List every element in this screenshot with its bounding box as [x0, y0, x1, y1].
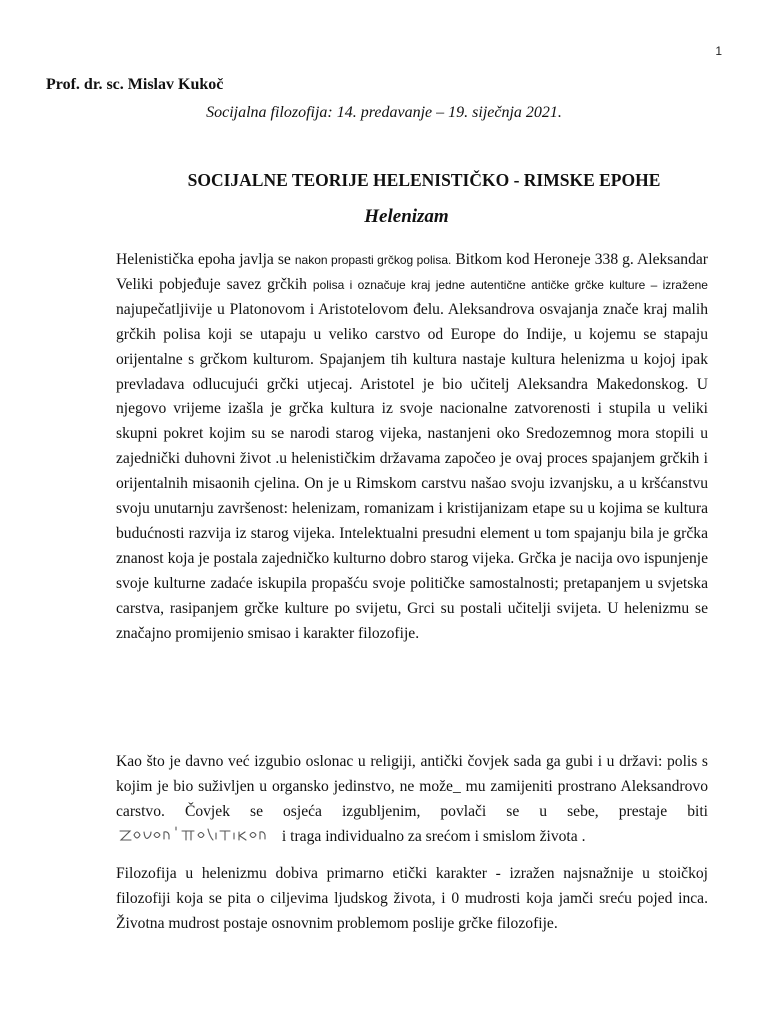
paragraph-1-text-a: Helenistička epoha javlja se: [116, 251, 295, 268]
author-name: Prof. dr. sc. Mislav Kukoč: [46, 76, 224, 93]
paragraph-2: [116, 750, 708, 850]
paragraph-1: [116, 248, 708, 647]
paragraph-3: [116, 862, 708, 937]
document-title: SOCIJALNE TEORIJE HELENISTIČKO - RIMSKE EPOHE: [187, 170, 661, 190]
paragraph-1-text-e: najupečatljivije u Platonovom i Aristotelovom đelu. Aleksandrova osvajanja znače kraj malih grčkih polisa koji se utapaju u veliko carstvo od Europe do Indije, u kojemu se stapaju orijentalne s grčkom kulturom. Spajanjem tih kultura nastaje kultura helenizma u kojoj ipak prevladava odlucujući grčki utjecaj. Aristotel je bio učitelj Aleksandra Makedonskog. U njegovo vrijeme izašla je grčka kultura iz svoje nacionalne zatvorenosti i stupila u veliki skupni pokret kojim su se narodi starog vijeka, nastanjeni oko Sredozemnog mora stopili u zajednički duhovni život .u helenističkim državama započeo je ovaj proces spajanjem grčkih i orijentalnih misaonih cjelina. On je u Rimskom carstvu našao svoju izvanjsku, a u kršćanstvu svoju unutarnju završenost: helenizam, romanizam i kristijanizam etape su u kojima se kultura budućnosti razvija iz starog vijeka. Intelektualni presudni element u tom spajanju bila je grčka znanost koja je postala zajedničko kulturno dobro starog vijeka. Grčka je nacija ovo ispunjenje svoje kulturne zadaće iskupila propašću svoje političke samostalnosti; pretapanjem u svjetska carstva, rasipanjem grčke kulture po svijetu, Grci su postali učitelji svijeta. U helenizmu se značajno promijenio smisao i karakter filozofije.: [116, 300, 708, 642]
page-number: 1: [715, 44, 722, 58]
paragraph-3-text: Filozofija u helenizmu dobiva primarno etički karakter - izražen najsnažnije u stoičkoj filozofiji koja se pita o ciljevima ljudskog života, i 0 mudrosti koja jamči sreću pojed inca. Životna mudrost postaje osnovnim problemom poslije grčke filozofije.: [116, 865, 708, 932]
paragraph-1-text-c: Bitkom kod Heroneje 338 g. Aleksandar Veliki pobjeđuje savez grčkih: [116, 251, 708, 293]
section-heading: Helenizam: [364, 206, 449, 227]
paragraph-1-text-d: polisa i označuje kraj jedne autentične antičke grčke kulture – izražene: [312, 277, 708, 292]
handwritten-greek-phrase: [116, 825, 272, 845]
paragraph-2-text-after: i traga individualno za srećom i smislom života .: [278, 827, 586, 845]
lecture-subtitle: Socijalna filozofija: 14. predavanje – 19. siječnja 2021.: [206, 104, 562, 121]
paragraph-1-text-b: nakon propasti grčkog polisa.: [294, 253, 452, 267]
paragraph-2-text: Kao što je davno već izgubio oslonac u religiji, antički čovjek sada ga gubi i u državi: polis s kojim je bio suživljen u organsko jedinstvo, ne može_ mu zamijeniti prostrano Aleksandrovo carstvo. Čovjek se osjeća izgubljenim, povlači se u sebe, prestaje biti: [116, 753, 708, 820]
handwriting-image: [116, 825, 272, 845]
